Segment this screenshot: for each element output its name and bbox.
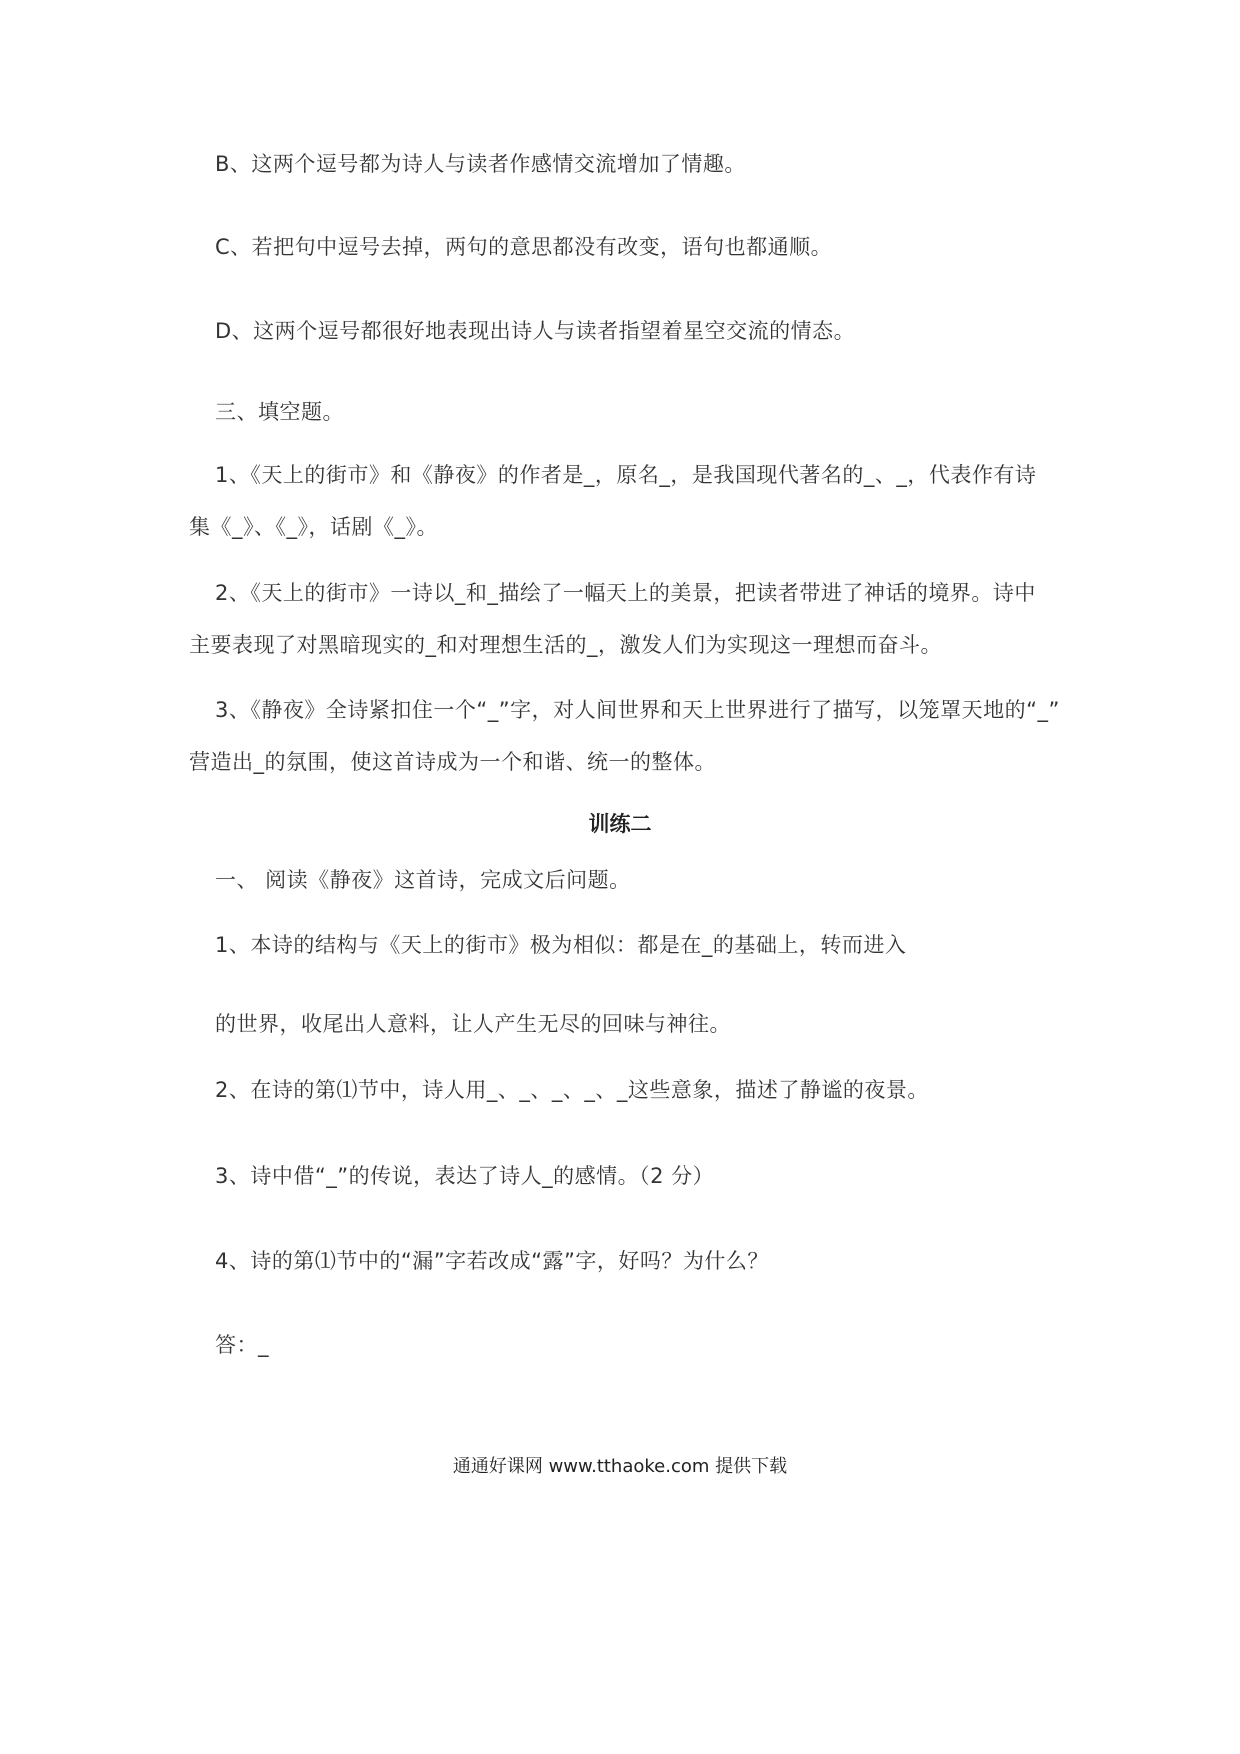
- q1-line1: 1、《天上的街市》和《静夜》的作者是_，原名_，是我国现代著名的_、_，代表作有诗: [215, 463, 1037, 487]
- option-d: D、这两个逗号都很好地表现出诗人与读者指望着星空交流的情态。: [215, 319, 856, 343]
- t2-q1-line2: 的世界，收尾出人意料，让人产生无尽的回味与神往。: [215, 1012, 731, 1036]
- training-two-heading: 训练二: [588, 812, 652, 836]
- part-one-title: 一、 阅读《静夜》这首诗，完成文后问题。: [215, 868, 631, 892]
- option-c: C、若把句中逗号去掉，两句的意思都没有改变，语句也都通顺。: [215, 235, 833, 259]
- q3-line2: 营造出_的氛围，使这首诗成为一个和谐、统一的整体。: [189, 750, 716, 774]
- footer-credit: 通通好课网 www.tthaoke.com 提供下载: [452, 1456, 788, 1477]
- q2-line2: 主要表现了对黑暗现实的_和对理想生活的_，激发人们为实现这一理想而奋斗。: [189, 633, 942, 657]
- section-three-title: 三、填空题。: [215, 400, 344, 424]
- t2-q1-line1: 1、本诗的结构与《天上的街市》极为相似：都是在_的基础上，转而进入: [215, 933, 907, 957]
- option-b: B、这两个逗号都为诗人与读者作感情交流增加了情趣。: [215, 152, 746, 176]
- t2-q3: 3、诗中借“_”的传说，表达了诗人_的感情。（2 分）: [215, 1164, 715, 1188]
- q2-line1: 2、《天上的街市》一诗以_和_描绘了一幅天上的美景，把读者带进了神话的境界。诗中: [215, 581, 1036, 605]
- t2-q2: 2、在诗的第⑴节中，诗人用_、_、_、_、_这些意象，描述了静谧的夜景。: [215, 1078, 929, 1102]
- t2-q4: 4、诗的第⑴节中的“漏”字若改成“露”字，好吗？为什么？: [215, 1249, 769, 1273]
- answer-line: 答：_: [215, 1333, 269, 1357]
- q1-line2: 集《_》、《_》，话剧《_》。: [189, 515, 438, 539]
- q3-line1: 3、《静夜》全诗紧扣住一个“_”字，对人间世界和天上世界进行了描写，以笼罩天地的“_”: [215, 698, 1060, 722]
